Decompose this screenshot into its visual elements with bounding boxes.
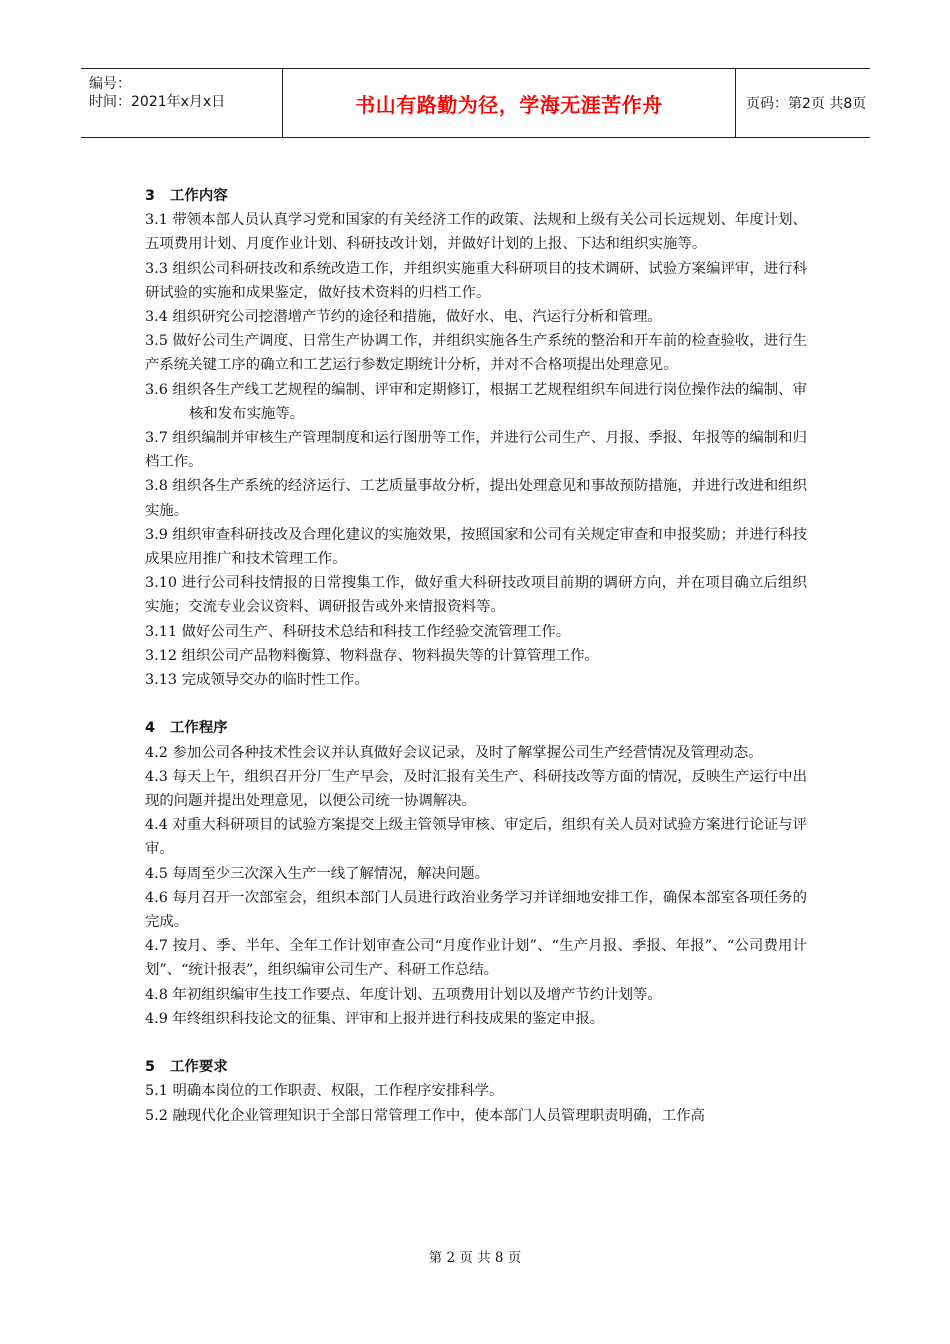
- section-title: 5 工作要求: [145, 1059, 228, 1076]
- section-gap: [145, 692, 807, 716]
- paragraph: 4.9 年终组织科技论文的征集、评审和上报并进行科技成果的鉴定申报。: [145, 1010, 605, 1027]
- section-title: 4 工作程序: [145, 720, 228, 737]
- header-page-info: 页码：第2页 共8页: [746, 96, 867, 112]
- paragraph: 4.5 每周至少三次深入生产一线了解情况，解决问题。: [145, 865, 490, 882]
- paragraph: 3.5 做好公司生产调度、日常生产协调工作，并组织实施各生产系统的整治和开车前的检查验收，进行生产系统关键工序的确立和工艺运行参数定期统计分析，并对不合格项提出处理意见。: [145, 333, 807, 374]
- header-meta-cell: [81, 69, 283, 137]
- document-header: [81, 68, 870, 138]
- header-motto: 书山有路勤为径，学海无涯苦作舟: [355, 92, 663, 117]
- paragraph: 5.2 融现代化企业管理知识于全部日常管理工作中，使本部门人员管理职责明确，工作高: [145, 1107, 705, 1124]
- section-title: 3 工作内容: [145, 188, 228, 204]
- paragraph: 4.7 按月、季、半年、全年工作计划审查公司“月度作业计划”、“生产月报、季报、年报”、“公司费用计划”、“统计报表”，组织编审公司生产、科研工作总结。: [145, 938, 807, 979]
- paragraph: 3.10 进行公司科技情报的日常搜集工作，做好重大科研技改项目前期的调研方向，并在项目确立后组织实施；交流专业会议资料、调研报告或外来情报资料等。: [145, 575, 807, 616]
- paragraph: 4.2 参加公司各种技术性会议并认真做好会议记录，及时了解掌握公司生产经营情况及管理动态。: [145, 744, 763, 761]
- paragraph: 4.8 年初组织编审生技工作要点、年度计划、五项费用计划以及增产节约计划等。: [145, 986, 662, 1003]
- header-page-cell: [736, 69, 870, 137]
- paragraph: 3.13 完成领导交办的临时性工作。: [145, 672, 369, 689]
- paragraph: 3.4 组织研究公司挖潜增产节约的途径和措施，做好水、电、汽运行分析和管理。: [145, 309, 662, 325]
- paragraph: 3.9 组织审查科研技改及合理化建议的实施效果，按照国家和公司有关规定审查和申报奖励；并进行科技成果应用推广和技术管理工作。: [145, 526, 807, 568]
- paragraph: 3.1 带领本部人员认真学习党和国家的有关经济工作的政策、法规和上级有关公司长远规划、年度计划、五项费用计划、月度作业计划、科研技改计划，并做好计划的上报、下达和组织实施等。: [145, 212, 807, 253]
- paragraph: 3.3 组织公司科研技改和系统改造工作，并组织实施重大科研项目的技术调研、试验方案编评审，进行科研试验的实施和成果鉴定，做好技术资料的归档工作。: [145, 260, 807, 301]
- document-number-label: 编号：: [89, 76, 131, 92]
- paragraph: 4.3 每天上午，组织召开分厂生产早会，及时汇报有关生产、科研技改等方面的情况，反映生产运行中出现的问题并提出处理意见，以便公司统一协调解决。: [145, 768, 807, 810]
- header-motto-cell: [283, 69, 736, 137]
- page-footer: 第 2 页 共 8 页: [428, 1250, 522, 1266]
- paragraph: 4.6 每月召开一次部室会，组织本部门人员进行政治业务学习并详细地安排工作，确保本部室各项任务的完成。: [145, 889, 807, 931]
- paragraph: 3.12 组织公司产品物料衡算、物料盘存、物料损失等的计算管理工作。: [145, 647, 599, 664]
- paragraph: 3.6 组织各生产线工艺规程的编制、评审和定期修订，根据工艺规程组织车间进行岗位操作法的编制、审核和发布实施等。: [145, 381, 807, 422]
- document-body: [145, 184, 807, 1128]
- document-date-label: 时间：2021年x月x日: [89, 94, 226, 110]
- section-gap: [145, 1031, 807, 1055]
- paragraph: 4.4 对重大科研项目的试验方案提交上级主管领导审核、审定后，组织有关人员对试验方案进行论证与评审。: [145, 817, 807, 858]
- paragraph: 3.11 做好公司生产、科研技术总结和科技工作经验交流管理工作。: [145, 623, 571, 640]
- paragraph: 3.7 组织编制并审核生产管理制度和运行图册等工作，并进行公司生产、月报、季报、年报等的编制和归档工作。: [145, 430, 807, 471]
- paragraph: 3.8 组织各生产系统的经济运行、工艺质量事故分析，提出处理意见和事故预防措施，并进行改进和组织实施。: [145, 478, 807, 519]
- paragraph: 5.1 明确本岗位的工作职责、权限，工作程序安排科学。: [145, 1083, 504, 1100]
